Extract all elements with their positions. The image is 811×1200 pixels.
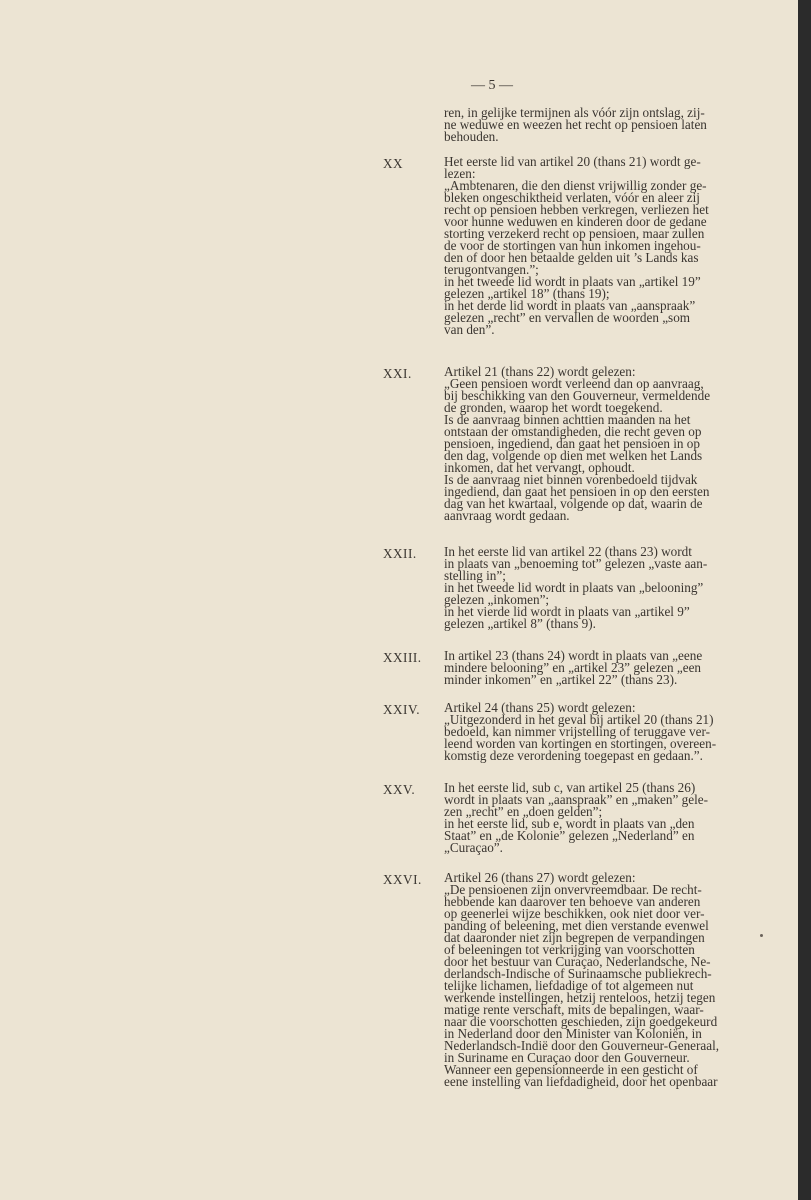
article-label: XXV. [383,782,416,797]
article-label: XX [383,156,404,171]
page-number: — 5 — [471,78,513,93]
continuation-paragraph: ren, in gelijke termijnen als vóór zijn ontslag, zij- ne weduwe en weezen het recht op pensioen laten behouden. [444,105,707,144]
article-text: Artikel 21 (thans 22) wordt gelezen: „Geen pensioen wordt verleend dan op aanvraag, bij beschikking van den Gouverneur, vermeldende de gronden, waarop het wordt toegekend. Is de aanvraag binnen achttien maanden na het ontstaan der omstandigheden, die recht geven op pensioen, ingediend, dan gaat het pensioen in op den dag, volgende op dien met welken het Lands inkomen, dat het vervangt, ophoudt. Is de aanvraag niet binnen vorenbedoeld tijdvak ingediend, dan gaat het pensioen in op den eersten dag van het kwartaal, volgende op dat, waarin de aanvraag wordt gedaan. [444,364,711,523]
article-text: Artikel 24 (thans 25) wordt gelezen: „Uitgezonderd in het geval bij artikel 20 (thans 21) bedoeld, kan nimmer vrijstelling of teruggave ver- leend worden van kortingen en stortingen, overeen- komstig deze verordening toegepast en gedaan.”. [444,700,717,763]
ink-speck [760,934,763,937]
article-text: Het eerste lid van artikel 20 (thans 21) wordt ge- lezen: „Ambtenaren, die den dienst vrijwillig zonder ge- bleken ongeschiktheid verlaten, vóór en aleer zij recht op pensioen hebben verkregen, verliezen het voor hunne weduwen en kinderen door de gedane storting verzekerd recht op pensioen, maar zullen de voor de stortingen van hun inkomen ingehou- den of door hen betaalde gelden uit ’s Lands kas terugontvangen.”; in het tweede lid wordt in plaats van „artikel 19” gelezen „artikel 18” (thans 19); in het derde lid wordt in plaats van „aanspraak” gelezen „recht” en vervallen de woorden „som van den”. [444,154,709,337]
article-text: In het eerste lid, sub c, van artikel 25 (thans 26) wordt in plaats van „aanspraak” en „maken” gele- zen „recht” en „doen gelden”; in het eerste lid, sub e, wordt in plaats van „den Staat” en „de Kolonie” gelezen „Nederland” en „Curaçao”. [444,780,708,855]
article-label: XXIV. [383,702,421,717]
page-edge-shadow [798,0,811,1200]
article-text: Artikel 26 (thans 27) wordt gelezen: „De pensioenen zijn onvervreemdbaar. De recht- hebbende kan daarover ten behoeve van anderen op geenerlei wijze beschikken, ook niet door ver- panding of beleening, met dien verstande evenwel dat daaronder niet zijn begrepen de verpandingen of beleeningen tot verkrijging van voorschotten door het bestuur van Curaçao, Nederlandsche, Ne- derlandsch-Indische of Surinaamsche publiekrech- telijke lichamen, liefdadige of tot algemeen nut werkende instellingen, hetzij renteloos, hetzij tegen matige rente verschaft, mits de bepalingen, waar- naar die voorschotten geschieden, zijn goedgekeurd in Nederland door den Minister van Koloniën, in Nederlandsch-Indië door den Gouverneur-Generaal, in Suriname en Curaçao door den Gouverneur. Wanneer een gepensionneerde in een gesticht of eene instelling van liefdadigheid, door het openbaar [444,870,720,1089]
article-text: In het eerste lid van artikel 22 (thans 23) wordt in plaats van „benoeming tot” gelezen „vaste aan- stelling in”; in het tweede lid wordt in plaats van „belooning” gelezen „inkomen”; in het vierde lid wordt in plaats van „artikel 9” gelezen „artikel 8” (thans 9). [444,544,708,631]
article-text: In artikel 23 (thans 24) wordt in plaats van „eene mindere belooning” en „artikel 23” gelezen „een minder inkomen” en „artikel 22” (thans 23). [444,648,703,687]
article-label: XXIII. [383,650,422,665]
article-label: XXII. [383,546,417,561]
article-label: XXVI. [383,872,422,887]
article-label: XXI. [383,366,412,381]
